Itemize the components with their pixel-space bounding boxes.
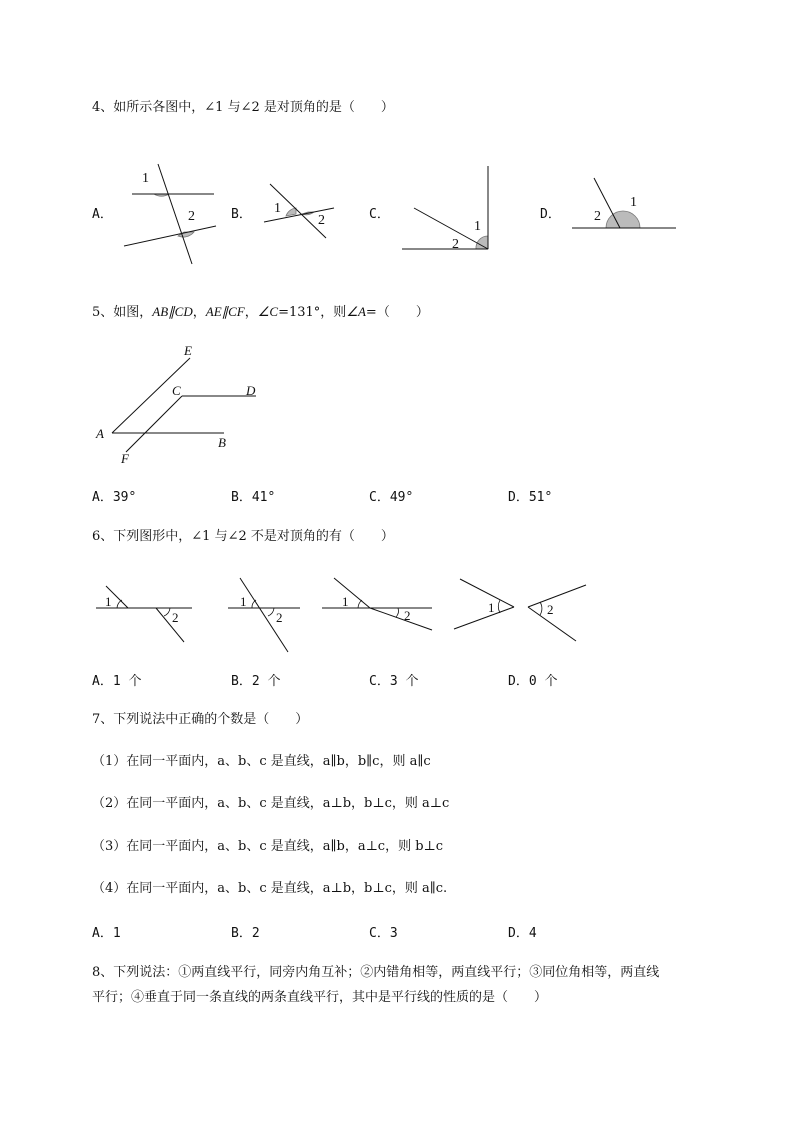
label-2: 2	[547, 602, 554, 617]
q6-option-c[interactable]: C．3 个	[369, 674, 419, 689]
angle-1-arc	[286, 208, 296, 216]
q7-option-d[interactable]: D．4	[508, 926, 537, 941]
q6-option-d[interactable]: D．0 个	[508, 674, 558, 689]
q6-figure-3	[320, 574, 440, 644]
label-1: 1	[105, 594, 112, 609]
q4-figure-a	[118, 160, 228, 270]
point-b: B	[218, 435, 226, 450]
q4-option-c-label[interactable]: C．	[369, 207, 390, 222]
q4-figure-b	[262, 180, 342, 250]
q5-option-c[interactable]: C．49°	[369, 490, 414, 505]
label-2: 2	[318, 213, 325, 228]
q8-line-1: 8、下列说法：①两直线平行，同旁内角互补；②内错角相等，两直线平行；③同位角相等，两直线	[92, 965, 660, 980]
label-1: 1	[274, 201, 281, 216]
q4-stem: 4、如所示各图中，∠1 与∠2 是对顶角的是（ ）	[92, 100, 394, 115]
label-2: 2	[188, 209, 195, 224]
q4-option-a-label[interactable]: A．	[92, 207, 113, 222]
label-2: 2	[172, 610, 179, 625]
q5-stem: 5、如图，AB∥CD，AE∥CF，∠C=131°，则∠A=（ ）	[92, 304, 429, 320]
q8-line-2: 平行；④垂直于同一条直线的两条直线平行，其中是平行线的性质的是（ ）	[92, 990, 548, 1005]
q7-option-c[interactable]: C．3	[369, 926, 398, 941]
label-1: 1	[240, 594, 247, 609]
q7-option-b[interactable]: B．2	[231, 926, 260, 941]
q6-option-a[interactable]: A．1 个	[92, 674, 142, 689]
label-2: 2	[276, 610, 283, 625]
q6-stem: 6、下列图形中，∠1 与∠2 不是对顶角的有（ ）	[92, 529, 394, 544]
label-1: 1	[142, 171, 149, 186]
point-f: F	[121, 451, 129, 466]
point-d: D	[246, 383, 256, 398]
point-c: C	[172, 383, 181, 398]
label-2: 2	[594, 209, 601, 224]
q7-stem: 7、下列说法中正确的个数是（ ）	[92, 712, 309, 727]
label-1: 1	[488, 600, 495, 615]
q4-option-b-label[interactable]: B．	[231, 207, 252, 222]
q7-option-a[interactable]: A．1	[92, 926, 121, 941]
q6-option-b[interactable]: B．2 个	[231, 674, 281, 689]
label-2: 2	[404, 608, 411, 623]
q7-item-2: （2）在同一平面内，a、b、c 是直线，a⊥b，b⊥c，则 a⊥c	[92, 796, 450, 811]
point-e: E	[184, 343, 192, 358]
q7-item-1: （1）在同一平面内，a、b、c 是直线，a∥b，b∥c，则 a∥c	[92, 754, 431, 769]
angle-arc	[476, 236, 488, 249]
label-1: 1	[474, 219, 481, 234]
label-1: 1	[342, 594, 349, 609]
q6-figure-2	[226, 576, 316, 656]
q5-figure	[92, 340, 272, 470]
label-2: 2	[452, 237, 459, 252]
q6-figure-1	[92, 580, 202, 650]
q7-item-3: （3）在同一平面内，a、b、c 是直线，a∥b，a⊥c，则 b⊥c	[92, 839, 444, 854]
q7-item-4: （4）在同一平面内，a、b、c 是直线，a⊥b，b⊥c，则 a∥c.	[92, 881, 448, 896]
point-a: A	[96, 426, 104, 441]
label-1: 1	[630, 195, 637, 210]
q5-option-a[interactable]: A．39°	[92, 490, 137, 505]
q4-option-d-label[interactable]: D．	[540, 207, 561, 222]
angle-arc	[606, 211, 640, 228]
q4-figure-d	[572, 172, 682, 242]
q5-option-b[interactable]: B．41°	[231, 490, 276, 505]
q6-figure-4	[452, 575, 592, 645]
q5-option-d[interactable]: D．51°	[508, 490, 553, 505]
q4-figure-c	[400, 164, 500, 254]
